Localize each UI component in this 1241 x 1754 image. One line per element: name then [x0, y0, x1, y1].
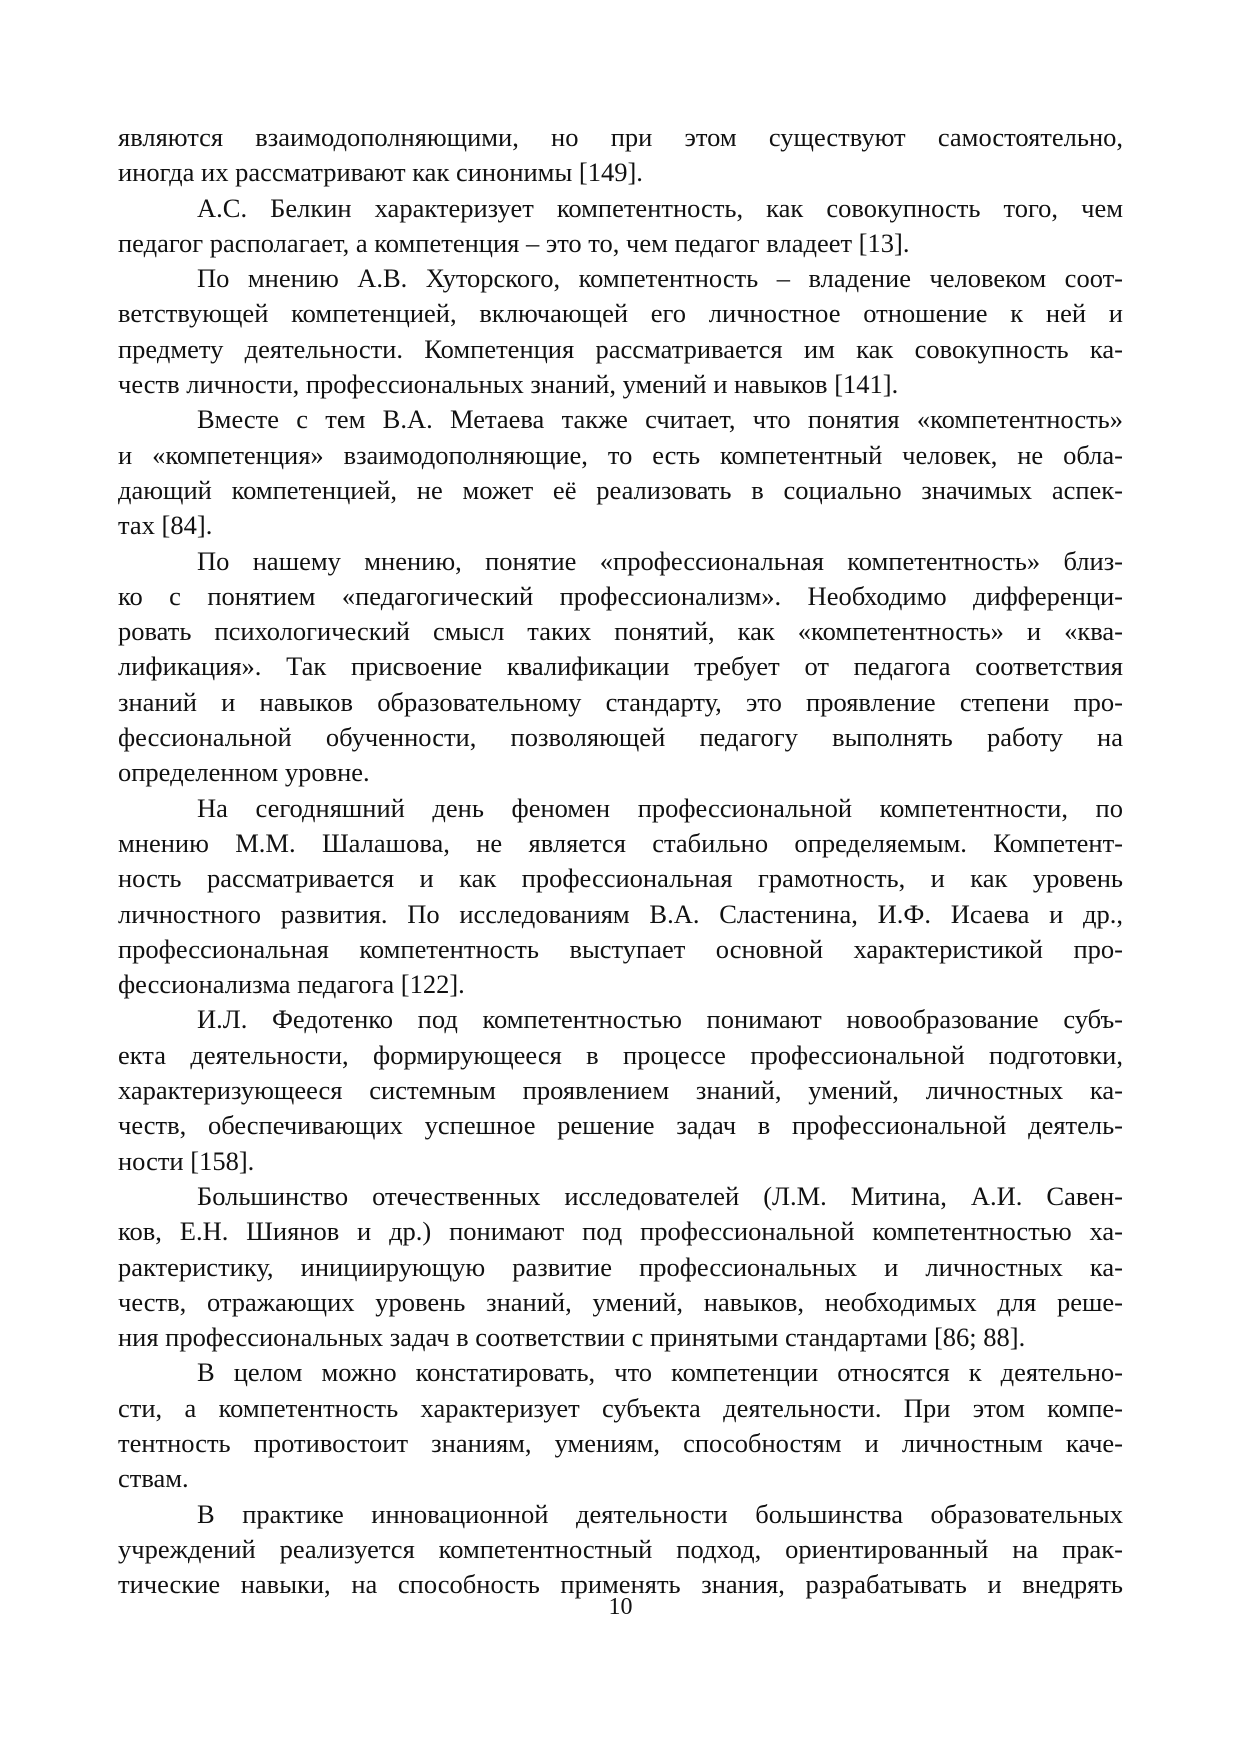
text-line: профессиональная компетентность выступает основной характеристикой про-: [118, 933, 1123, 964]
text-line: ровать психологический смысл таких понятий, как «компетентность» и «ква-: [118, 616, 1123, 647]
text-line: ности [158].: [118, 1145, 255, 1176]
text-line: тентность противостоит знаниям, умениям, способностям и личностным каче-: [118, 1427, 1123, 1458]
text-line: ствам.: [118, 1463, 189, 1494]
text-line: А.С. Белкин характеризует компетентность, как совокупность того, чем: [197, 192, 1123, 223]
text-line: ветствующей компетенцией, включающей его личностное отношение к ней и: [118, 298, 1123, 329]
text-line: определенном уровне.: [118, 757, 370, 788]
text-line: честв, обеспечивающих успешное решение задач в профессиональной деятель-: [118, 1110, 1123, 1141]
text-line: ко с понятием «педагогический профессионализм». Необходимо дифференци-: [118, 580, 1123, 611]
text-line: На сегодняшний день феномен профессиональной компетентности, по: [197, 792, 1123, 823]
text-line: фессиональной обученности, позволяющей педагогу выполнять работу на: [118, 722, 1123, 753]
text-line: В целом можно констатировать, что компетенции относятся к деятельно-: [197, 1357, 1123, 1388]
text-line: предмету деятельности. Компетенция рассматривается им как совокупность ка-: [118, 333, 1123, 364]
text-line: характеризующееся системным проявлением знаний, умений, личностных ка-: [118, 1075, 1123, 1106]
text-line: являются взаимодополняющими, но при этом существуют самостоятельно,: [118, 122, 1123, 152]
text-line: фессионализма педагога [122].: [118, 969, 465, 1000]
text-line: честв личности, профессиональных знаний, умений и навыков [141].: [118, 369, 899, 400]
text-line: ния профессиональных задач в соответствии с принятыми стандартами [86; 88].: [118, 1322, 1026, 1353]
page-body: [118, 120, 1123, 1602]
text-line: мнению М.М. Шалашова, не является стабильно определяемым. Компетент-: [118, 827, 1123, 858]
text-line: учреждений реализуется компетентностный подход, ориентированный на прак-: [118, 1533, 1123, 1564]
page-number: 10: [608, 1594, 633, 1620]
text-line: В практике инновационной деятельности большинства образовательных: [197, 1498, 1123, 1529]
text-line: И.Л. Федотенко под компетентностью понимают новообразование субъ-: [197, 1004, 1123, 1035]
text-line: знаний и навыков образовательному стандарту, это проявление степени про-: [118, 686, 1123, 717]
text-line: екта деятельности, формирующееся в процессе профессиональной подготовки,: [118, 1039, 1123, 1070]
text-line: дающий компетенцией, не может её реализовать в социально значимых аспек-: [118, 474, 1123, 505]
text-line: Большинство отечественных исследователей (Л.М. Митина, А.И. Савен-: [197, 1180, 1123, 1211]
text-line: По нашему мнению, понятие «профессиональная компетентность» близ-: [197, 545, 1123, 576]
text-line: педагог располагает, а компетенция – это то, чем педагог владеет [13].: [118, 227, 910, 258]
text-line: ков, Е.Н. Шиянов и др.) понимают под профессиональной компетентностью ха-: [118, 1216, 1123, 1247]
text-line: тические навыки, на способность применять знания, разрабатывать и внедрять: [118, 1569, 1123, 1600]
text-line: По мнению А.В. Хуторского, компетентность – владение человеком соот-: [197, 263, 1123, 294]
text-line: и «компетенция» взаимодополняющие, то есть компетентный человек, не обла-: [118, 439, 1123, 470]
text-line: ность рассматривается и как профессиональная грамотность, и как уровень: [118, 863, 1123, 894]
text-line: личностного развития. По исследованиям В.А. Сластенина, И.Ф. Исаева и др.,: [118, 898, 1123, 929]
text-line: сти, а компетентность характеризует субъекта деятельности. При этом компе-: [118, 1392, 1123, 1423]
text-line: иногда их рассматривают как синонимы [149].: [118, 157, 643, 188]
text-line: Вместе с тем В.А. Метаева также считает, что понятия «компетентность»: [197, 404, 1123, 435]
text-line: лификация». Так присвоение квалификации требует от педагога соответствия: [118, 651, 1123, 682]
text-line: тах [84].: [118, 510, 213, 541]
text-line: рактеристику, инициирующую развитие профессиональных и личностных ка-: [118, 1251, 1123, 1282]
text-line: честв, отражающих уровень знаний, умений, навыков, необходимых для реше-: [118, 1286, 1123, 1317]
